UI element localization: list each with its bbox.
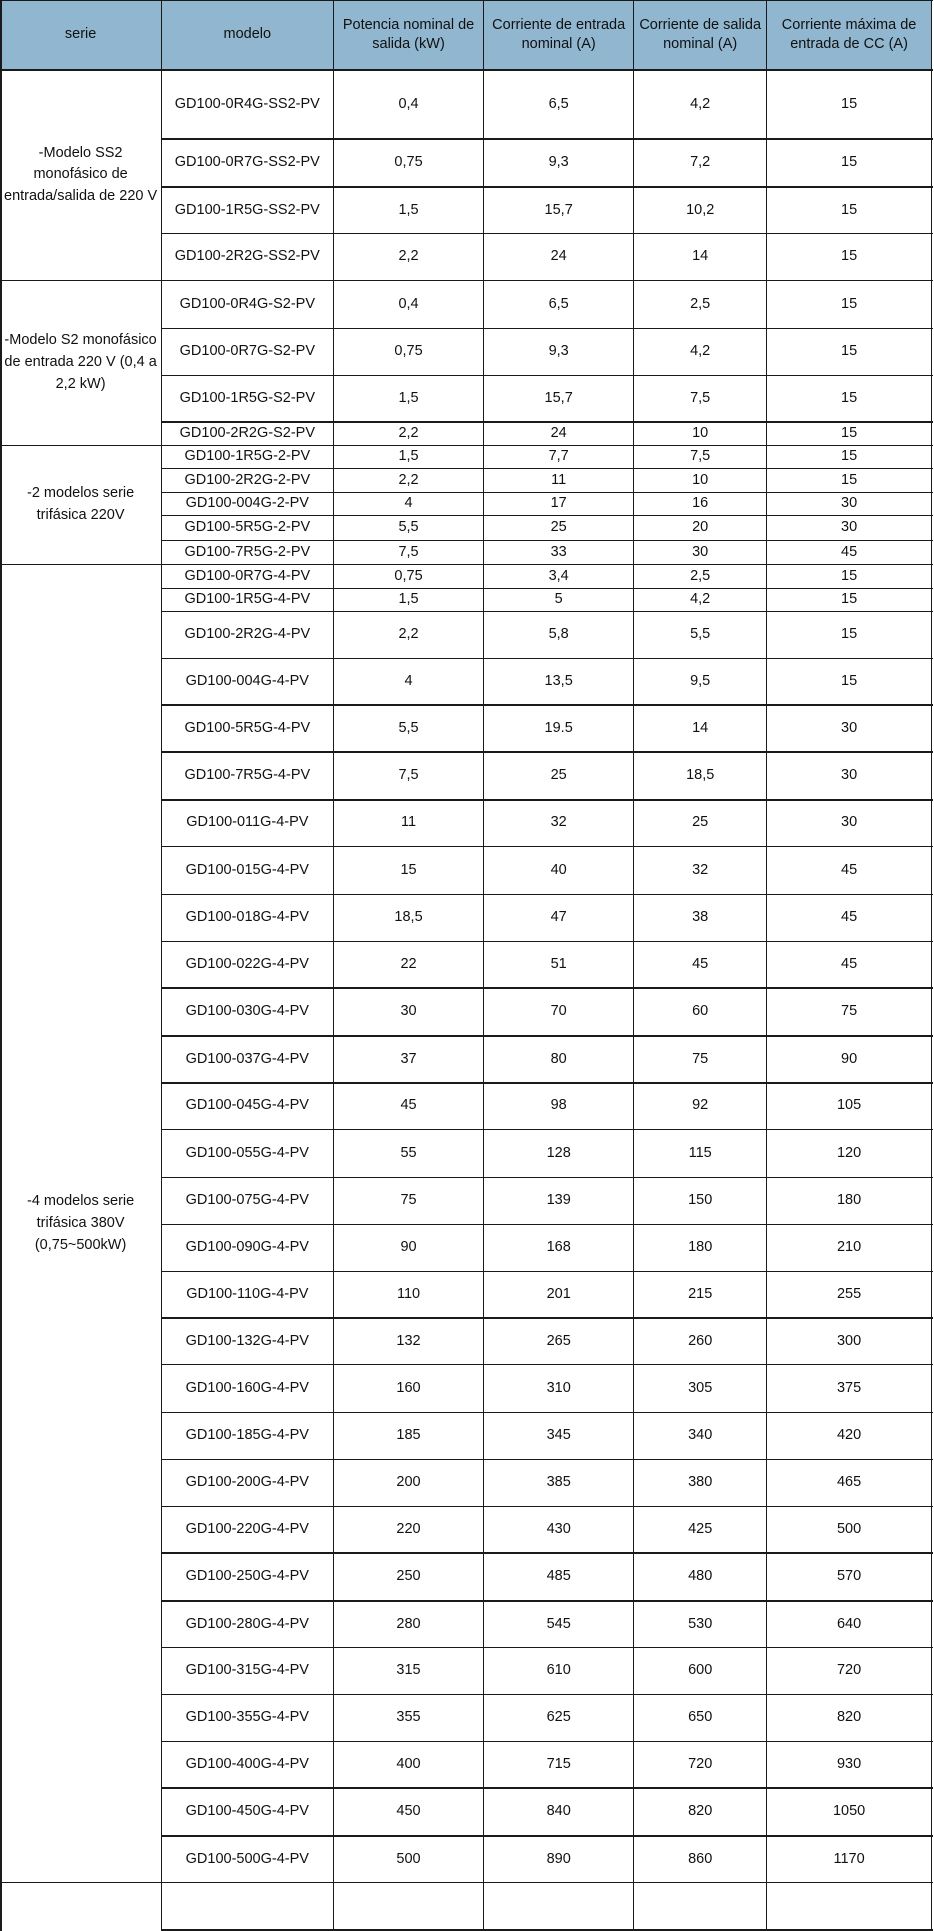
table-grid-line (161, 1835, 932, 1836)
input-current-cell: 47 (550, 909, 567, 926)
power-cell: 0,75 (394, 154, 423, 171)
output-current-cell: 425 (688, 1520, 713, 1537)
dc-current-cell: 30 (841, 814, 858, 831)
dc-current-cell: 30 (841, 519, 858, 536)
table-grid-line (161, 1035, 932, 1036)
dc-current-cell: 30 (841, 767, 858, 784)
input-current-cell: 13,5 (544, 672, 573, 689)
output-current-cell: 2,5 (690, 567, 711, 584)
table-grid-line (0, 0, 2, 1931)
model-cell: GD100-500G-4-PV (185, 1850, 309, 1867)
dc-current-cell: 15 (841, 471, 858, 488)
table-grid-line (161, 799, 932, 800)
input-current-cell: 15,7 (544, 389, 573, 406)
power-cell: 2,2 (398, 471, 419, 488)
header-serie: serie (0, 0, 161, 70)
input-current-cell: 128 (546, 1144, 571, 1161)
model-cell: GD100-2R2G-SS2-PV (174, 248, 320, 265)
dc-current-cell: 255 (836, 1285, 862, 1302)
model-cell: GD100-045G-4-PV (185, 1097, 309, 1114)
output-current-cell: 18,5 (686, 767, 715, 784)
dc-current-cell: 15 (841, 295, 858, 312)
table-grid-line (161, 1459, 932, 1460)
output-current-cell: 820 (688, 1803, 713, 1820)
power-cell: 5,5 (398, 519, 419, 536)
input-current-cell: 25 (550, 767, 567, 784)
power-cell: 200 (396, 1474, 421, 1491)
output-current-cell: 10 (692, 471, 709, 488)
series-label: -Modelo SS2 monofásico de entrada/salida de 220 V (4, 144, 158, 205)
dc-current-cell: 465 (836, 1474, 862, 1491)
table-grid-line (161, 540, 932, 541)
input-current-cell: 6,5 (548, 295, 569, 312)
model-cell: GD100-015G-4-PV (185, 861, 309, 878)
input-current-cell: 80 (550, 1050, 567, 1067)
table-grid-line (766, 0, 767, 1931)
input-current-cell: 310 (546, 1379, 571, 1396)
table-grid-line (161, 515, 932, 516)
input-current-cell: 32 (550, 814, 567, 831)
model-cell: GD100-055G-4-PV (185, 1144, 309, 1161)
power-cell: 1,5 (398, 448, 419, 465)
output-current-cell: 860 (688, 1850, 713, 1867)
input-current-cell: 9,3 (548, 154, 569, 171)
power-cell: 280 (396, 1615, 421, 1632)
dc-current-cell: 15 (841, 672, 858, 689)
model-cell: GD100-004G-2-PV (185, 495, 309, 512)
power-cell: 18,5 (394, 909, 423, 926)
dc-current-cell: 15 (841, 248, 858, 265)
power-cell: 11 (401, 814, 417, 831)
dc-current-cell: 375 (836, 1379, 862, 1396)
power-cell: 22 (400, 955, 417, 972)
model-cell: GD100-037G-4-PV (185, 1050, 309, 1067)
dc-current-cell: 45 (841, 909, 858, 926)
power-cell: 2,2 (398, 626, 419, 643)
table-grid-line (161, 987, 932, 988)
model-cell: GD100-250G-4-PV (185, 1568, 309, 1585)
table-grid-line (161, 233, 932, 234)
input-current-cell: 385 (546, 1474, 571, 1491)
power-cell: 7,5 (398, 543, 419, 560)
model-cell: GD100-030G-4-PV (185, 1003, 309, 1020)
power-cell: 1,5 (398, 389, 419, 406)
input-current-cell: 3,4 (548, 567, 569, 584)
dc-current-cell: 30 (841, 719, 858, 736)
output-current-cell: 92 (692, 1097, 709, 1114)
output-current-cell: 9,5 (690, 672, 711, 689)
power-cell: 7,5 (398, 767, 419, 784)
input-current-cell: 715 (546, 1755, 571, 1772)
header-corriente-salida: Corriente de salida nominal (A) (634, 0, 767, 70)
model-cell: GD100-075G-4-PV (185, 1192, 309, 1209)
table-grid-line (161, 1694, 932, 1695)
input-current-cell: 51 (550, 955, 567, 972)
output-current-cell: 650 (688, 1709, 713, 1726)
input-current-cell: 6,5 (548, 95, 569, 112)
dc-current-cell: 15 (841, 154, 858, 171)
model-cell: GD100-0R4G-S2-PV (179, 295, 316, 312)
dc-current-cell: 210 (836, 1239, 862, 1255)
table-grid-line (161, 1317, 932, 1318)
output-current-cell: 14 (692, 719, 709, 736)
model-cell: GD100-160G-4-PV (185, 1379, 309, 1396)
input-current-cell: 11 (551, 471, 567, 488)
series-label: -Modelo S2 monofásico de entrada 220 V (0,4 a 2,2 kW) (4, 332, 157, 392)
model-cell: GD100-2R2G-S2-PV (179, 424, 316, 441)
output-current-cell: 5,5 (690, 626, 711, 643)
dc-current-cell: 300 (836, 1332, 862, 1349)
input-current-cell: 24 (550, 424, 567, 441)
table-grid-line (161, 1082, 932, 1083)
output-current-cell: 340 (688, 1427, 713, 1444)
power-cell: 15 (400, 861, 417, 878)
table-grid-line (931, 0, 933, 1931)
power-cell: 30 (400, 1003, 417, 1020)
model-cell: GD100-0R7G-4-PV (184, 567, 311, 584)
output-current-cell: 600 (688, 1662, 713, 1679)
power-cell: 2,2 (398, 424, 419, 441)
input-current-cell: 7,7 (548, 448, 569, 465)
output-current-cell: 25 (692, 814, 709, 831)
table-grid-line (161, 1224, 932, 1225)
output-current-cell: 10,2 (686, 201, 715, 218)
power-cell: 185 (396, 1427, 421, 1444)
table-grid-line (0, 1882, 933, 1883)
output-current-cell: 10 (692, 424, 709, 441)
table-grid-line (161, 1129, 932, 1130)
table-grid-line (161, 328, 932, 329)
table-grid-line (161, 1552, 932, 1553)
power-cell: 0,4 (398, 295, 419, 312)
dc-current-cell: 15 (841, 567, 858, 584)
input-current-cell: 19.5 (544, 719, 573, 736)
dc-current-cell: 15 (841, 448, 858, 465)
table-grid-line (0, 445, 933, 446)
series-label: -2 modelos serie trifásica 220V (27, 485, 135, 524)
table-grid-line (161, 1600, 932, 1601)
input-current-cell: 610 (546, 1662, 571, 1679)
power-cell: 160 (396, 1379, 421, 1396)
power-cell: 75 (400, 1192, 417, 1209)
output-current-cell: 30 (692, 543, 709, 560)
output-current-cell: 380 (688, 1474, 713, 1491)
dc-current-cell: 1050 (832, 1803, 866, 1820)
output-current-cell: 7,5 (690, 448, 711, 465)
header-corriente-entrada: Corriente de entrada nominal (A) (484, 0, 634, 70)
dc-current-cell: 75 (841, 1003, 858, 1020)
model-cell: GD100-355G-4-PV (185, 1709, 309, 1726)
header-potencia: Potencia nominal de salida (kW) (333, 0, 483, 70)
output-current-cell: 4,2 (690, 95, 711, 112)
table-grid-line (333, 0, 334, 1931)
power-cell: 0,75 (394, 567, 423, 584)
power-cell: 4 (404, 495, 413, 512)
model-cell: GD100-450G-4-PV (185, 1803, 309, 1820)
input-current-cell: 15,7 (544, 201, 573, 218)
table-grid-line (0, 69, 933, 71)
power-cell: 400 (396, 1755, 421, 1772)
dc-current-cell: 720 (836, 1662, 862, 1679)
model-cell: GD100-1R5G-4-PV (184, 591, 311, 608)
table-grid-line (161, 468, 932, 469)
table-grid-line (161, 0, 162, 1931)
power-cell: 45 (400, 1097, 417, 1114)
model-cell: GD100-090G-4-PV (185, 1239, 309, 1255)
dc-current-cell: 570 (836, 1568, 862, 1585)
dc-current-cell: 930 (836, 1755, 862, 1772)
table-grid-line (161, 1787, 932, 1788)
table-grid-line (161, 751, 932, 752)
power-cell: 355 (396, 1709, 421, 1726)
table-grid-line (161, 1364, 932, 1365)
dc-current-cell: 15 (841, 343, 858, 360)
model-cell: GD100-022G-4-PV (185, 955, 309, 972)
dc-current-cell: 500 (836, 1520, 862, 1537)
table-grid-line (161, 421, 932, 422)
output-current-cell: 75 (692, 1050, 709, 1067)
output-current-cell: 60 (692, 1003, 709, 1020)
input-current-cell: 9,3 (548, 343, 569, 360)
output-current-cell: 260 (688, 1332, 713, 1349)
header-corriente-cc: Corriente máxima de entrada de CC (A) (767, 0, 932, 70)
dc-current-cell: 30 (841, 495, 858, 512)
model-cell: GD100-185G-4-PV (185, 1427, 309, 1444)
input-current-cell: 17 (550, 495, 567, 512)
input-current-cell: 625 (546, 1709, 571, 1726)
output-current-cell: 32 (692, 861, 709, 878)
input-current-cell: 840 (546, 1803, 571, 1820)
dc-current-cell: 45 (841, 543, 858, 560)
input-current-cell: 265 (546, 1332, 571, 1349)
table-grid-line (0, 280, 933, 281)
dc-current-cell: 820 (836, 1709, 862, 1726)
table-grid-line (161, 1741, 932, 1742)
model-cell: GD100-132G-4-PV (185, 1332, 309, 1349)
model-cell: GD100-220G-4-PV (185, 1520, 309, 1537)
output-current-cell: 4,2 (690, 591, 711, 608)
dc-current-cell: 1170 (833, 1850, 865, 1867)
model-cell: GD100-004G-4-PV (185, 672, 309, 689)
dc-current-cell: 15 (841, 95, 858, 112)
model-cell: GD100-5R5G-4-PV (184, 719, 311, 736)
dc-current-cell: 105 (836, 1097, 862, 1114)
dc-current-cell: 15 (841, 591, 858, 608)
table-grid-line (161, 941, 932, 942)
model-cell: GD100-1R5G-2-PV (184, 448, 311, 465)
power-cell: 0,75 (394, 343, 423, 360)
output-current-cell: 150 (688, 1192, 713, 1209)
output-current-cell: 38 (692, 909, 709, 926)
dc-current-cell: 15 (841, 201, 858, 218)
power-cell: 2,2 (398, 248, 419, 265)
input-current-cell: 40 (550, 861, 567, 878)
model-cell: GD100-0R4G-SS2-PV (174, 95, 320, 112)
table-grid-line (161, 1506, 932, 1507)
model-cell: GD100-1R5G-S2-PV (179, 389, 316, 406)
output-current-cell: 305 (688, 1379, 713, 1396)
model-cell: GD100-2R2G-4-PV (184, 626, 311, 643)
power-cell: 4 (404, 672, 413, 689)
table-grid-line (161, 894, 932, 895)
table-grid-line (161, 611, 932, 612)
output-current-cell: 180 (688, 1239, 713, 1255)
input-current-cell: 890 (546, 1850, 571, 1867)
output-current-cell: 7,2 (690, 154, 711, 171)
input-current-cell: 25 (550, 519, 567, 536)
output-current-cell: 4,2 (690, 343, 711, 360)
model-cell: GD100-280G-4-PV (185, 1615, 309, 1632)
input-current-cell: 5 (554, 591, 563, 608)
table-grid-line (161, 1177, 932, 1178)
power-cell: 315 (396, 1662, 421, 1679)
output-current-cell: 530 (688, 1615, 713, 1632)
power-cell: 5,5 (398, 719, 419, 736)
dc-current-cell: 45 (841, 861, 858, 878)
power-cell: 1,5 (398, 201, 419, 218)
power-cell: 110 (396, 1285, 421, 1302)
table-grid-line (161, 1271, 932, 1272)
table-grid-line (161, 1647, 932, 1648)
power-cell: 250 (396, 1568, 421, 1585)
dc-current-cell: 15 (841, 626, 858, 643)
model-cell: GD100-400G-4-PV (185, 1755, 309, 1772)
dc-current-cell: 45 (841, 955, 858, 972)
model-cell: GD100-7R5G-2-PV (184, 543, 311, 560)
dc-current-cell: 15 (841, 389, 858, 406)
output-current-cell: 115 (688, 1144, 712, 1161)
dc-current-cell: 15 (841, 424, 858, 441)
dc-current-cell: 180 (836, 1192, 862, 1209)
table-grid-line (161, 846, 932, 847)
output-current-cell: 20 (692, 519, 709, 536)
power-cell: 500 (396, 1850, 421, 1867)
output-current-cell: 480 (688, 1568, 713, 1585)
series-label: -4 modelos serie trifásica 380V (0,75~500kW) (27, 1193, 135, 1253)
input-current-cell: 485 (546, 1568, 571, 1585)
input-current-cell: 24 (550, 248, 567, 265)
input-current-cell: 545 (546, 1615, 571, 1632)
input-current-cell: 33 (550, 543, 567, 560)
model-cell: GD100-7R5G-4-PV (184, 767, 311, 784)
table-grid-line (161, 492, 932, 493)
output-current-cell: 45 (692, 955, 709, 972)
model-cell: GD100-315G-4-PV (185, 1662, 309, 1679)
table-grid-line (161, 186, 932, 187)
output-current-cell: 7,5 (690, 389, 711, 406)
input-current-cell: 168 (546, 1239, 571, 1255)
dc-current-cell: 640 (836, 1615, 862, 1632)
model-cell: GD100-200G-4-PV (185, 1474, 309, 1491)
table-grid-line (633, 0, 634, 1931)
table-grid-line (161, 588, 932, 589)
model-cell: GD100-110G-4-PV (186, 1285, 309, 1302)
power-cell: 0,4 (398, 95, 419, 112)
model-cell: GD100-011G-4-PV (186, 814, 309, 831)
table-grid-line (0, 0, 933, 1)
table-grid-line (161, 138, 932, 139)
header-modelo: modelo (161, 0, 333, 70)
table-grid-line (161, 704, 932, 705)
model-cell: GD100-1R5G-SS2-PV (174, 201, 320, 218)
output-current-cell: 720 (688, 1755, 713, 1772)
power-cell: 37 (400, 1050, 417, 1067)
power-cell: 55 (400, 1144, 417, 1161)
input-current-cell: 430 (546, 1520, 571, 1537)
power-cell: 90 (400, 1239, 417, 1255)
output-current-cell: 215 (688, 1285, 713, 1302)
input-current-cell: 201 (546, 1285, 571, 1302)
model-cell: GD100-2R2G-2-PV (184, 471, 311, 488)
output-current-cell: 16 (692, 495, 709, 512)
input-current-cell: 98 (550, 1097, 567, 1114)
input-current-cell: 5,8 (548, 626, 569, 643)
model-cell: GD100-018G-4-PV (185, 909, 309, 926)
power-cell: 450 (396, 1803, 421, 1820)
table-grid-line (161, 1412, 932, 1413)
table-grid-line (161, 658, 932, 659)
model-cell: GD100-0R7G-SS2-PV (174, 154, 320, 171)
table-grid-line (161, 375, 932, 376)
table-grid-line (0, 564, 933, 565)
output-current-cell: 2,5 (690, 295, 711, 312)
model-cell: GD100-0R7G-S2-PV (179, 343, 316, 360)
table-grid-line (483, 0, 484, 1931)
dc-current-cell: 420 (836, 1427, 862, 1444)
model-cell: GD100-5R5G-2-PV (184, 519, 311, 536)
input-current-cell: 70 (550, 1003, 567, 1020)
power-cell: 220 (396, 1520, 421, 1537)
output-current-cell: 14 (692, 248, 709, 265)
input-current-cell: 139 (546, 1192, 571, 1209)
input-current-cell: 345 (546, 1427, 571, 1444)
dc-current-cell: 120 (836, 1144, 862, 1161)
dc-current-cell: 90 (841, 1050, 858, 1067)
power-cell: 1,5 (398, 591, 419, 608)
power-cell: 132 (396, 1332, 421, 1349)
